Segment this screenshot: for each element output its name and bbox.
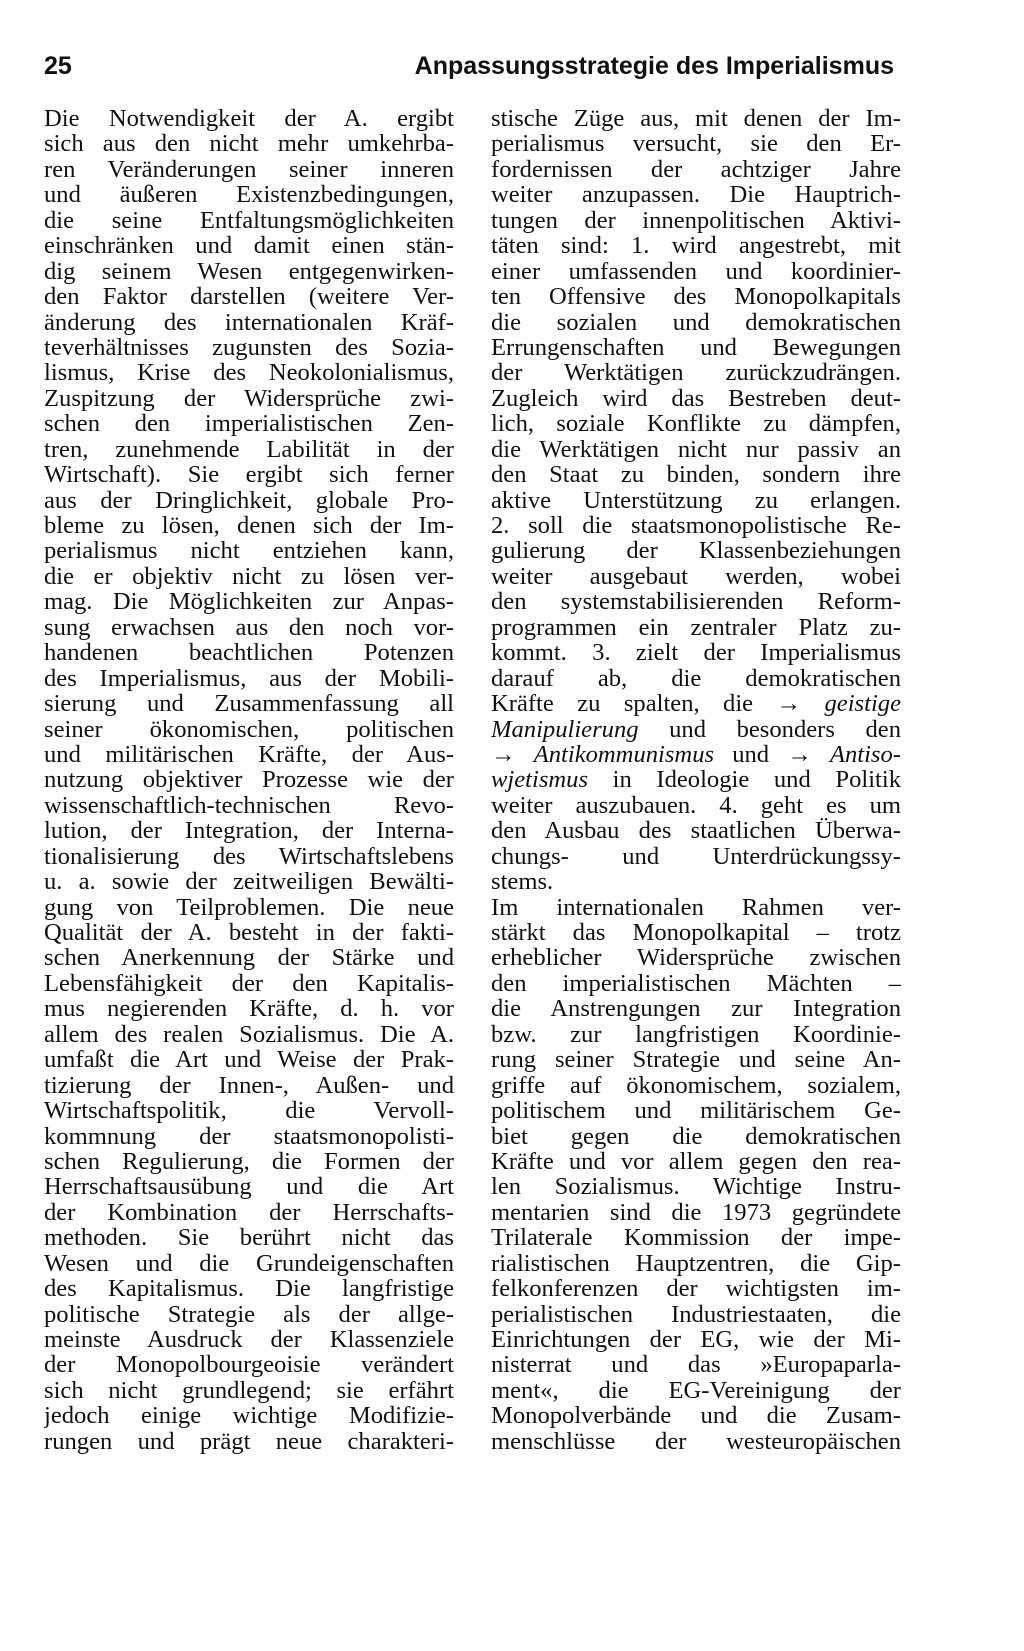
text-line: Einrichtungen der EG, wie der Mi- xyxy=(491,1327,901,1353)
text-line: den Staat zu binden, sondern ihre xyxy=(491,462,901,488)
text-line: sich nicht grundlegend; sie erfährt xyxy=(44,1377,454,1404)
text-line: den imperialistischen Mächten – xyxy=(491,970,901,997)
page-header xyxy=(44,52,894,92)
text-line: lution, der Integration, der Interna- xyxy=(44,818,454,844)
text-line: tionalisierung des Wirtschaftslebens xyxy=(44,843,454,870)
text-line: tizierung der Innen-, Außen- und xyxy=(44,1072,454,1099)
text-line: Wirtschaftspolitik, die Vervoll- xyxy=(44,1098,454,1124)
text-line: dig seinem Wesen entgegenwirken- xyxy=(44,258,454,285)
right-text-column xyxy=(491,106,901,1454)
text-line: → Antikommunismus und → Antiso- xyxy=(491,741,901,768)
text-line: handenen beachtlichen Potenzen xyxy=(44,640,454,666)
text-line: mus negierenden Kräfte, d. h. vor xyxy=(44,996,454,1022)
text-line: gung von Teilproblemen. Die neue xyxy=(44,894,454,920)
text-line: weiter anzupassen. Die Hauptrich- xyxy=(491,182,901,208)
text-line: und äußeren Existenzbedingungen, xyxy=(44,182,454,208)
text-line: lich, soziale Konflikte zu dämpfen, xyxy=(491,411,901,437)
text-line: bzw. zur langfristigen Koordinie- xyxy=(491,1021,901,1048)
text-line: schen den imperialistischen Zen- xyxy=(44,411,454,437)
text-line: mag. Die Möglichkeiten zur Anpas- xyxy=(44,589,454,615)
text-line: Kräfte zu spalten, die → geistige xyxy=(491,691,901,717)
text-line: den systemstabilisierenden Reform- xyxy=(491,589,901,615)
text-line: chungs- und Unterdrückungssy- xyxy=(491,843,901,870)
text-line: methoden. Sie berührt nicht das xyxy=(44,1225,454,1251)
text-line: politischem und militärischem Ge- xyxy=(491,1098,901,1124)
text-line: Herrschaftsausübung und die Art xyxy=(44,1174,454,1200)
text-line: des Kapitalismus. Die langfristige xyxy=(44,1276,454,1302)
text-line: sung erwachsen aus den noch vor- xyxy=(44,614,454,641)
text-line: perialismus nicht entziehen kann, xyxy=(44,538,454,564)
text-line: Wirtschaft). Sie ergibt sich ferner xyxy=(44,462,454,488)
text-line: menschlüsse der westeuropäischen xyxy=(491,1428,901,1455)
text-line: schen Anerkennung der Stärke und xyxy=(44,945,454,971)
text-line: die sozialen und demokratischen xyxy=(491,309,901,335)
text-line: seiner ökonomischen, politischen xyxy=(44,716,454,742)
left-text-column xyxy=(44,106,454,1454)
text-line: erheblicher Widersprüche zwischen xyxy=(491,945,901,971)
text-line: der Kombination der Herrschafts- xyxy=(44,1199,454,1226)
text-line: Zuspitzung der Widersprüche zwi- xyxy=(44,385,454,412)
text-line: 2. soll die staatsmonopolistische Re- xyxy=(491,513,901,539)
text-line: nisterrat und das »Europaparla- xyxy=(491,1352,901,1378)
text-line: Trilaterale Kommission der impe- xyxy=(491,1225,901,1251)
text-line: lismus, Krise des Neokolonialismus, xyxy=(44,360,454,386)
text-line: wjetismus in Ideologie und Politik xyxy=(491,767,901,793)
text-line: ren Veränderungen seiner inneren xyxy=(44,156,454,183)
text-line: tungen der innenpolitischen Aktivi- xyxy=(491,207,901,234)
text-line: felkonferenzen der wichtigsten im- xyxy=(491,1276,901,1302)
text-line: einschränken und damit einen stän- xyxy=(44,233,454,259)
text-line: programmen ein zentraler Platz zu- xyxy=(491,614,901,641)
text-line: Die Notwendigkeit der A. ergibt xyxy=(44,106,454,132)
text-line: die Werktätigen nicht nur passiv an xyxy=(491,436,901,463)
text-line: rialistischen Hauptzentren, die Gip- xyxy=(491,1250,901,1277)
text-line: und militärischen Kräfte, der Aus- xyxy=(44,741,454,768)
text-line: den Ausbau des staatlichen Überwa- xyxy=(491,818,901,844)
text-line: die seine Entfaltungsmöglichkeiten xyxy=(44,207,454,234)
text-line: wissenschaftlich-technischen Revo- xyxy=(44,792,454,819)
text-line: des Imperialismus, aus der Mobili- xyxy=(44,665,454,692)
text-line: u. a. sowie der zeitweiligen Bewälti- xyxy=(44,869,454,895)
text-line: gulierung der Klassenbeziehungen xyxy=(491,538,901,564)
page-number: 25 xyxy=(44,52,72,80)
text-line: politische Strategie als der allge- xyxy=(44,1301,454,1327)
text-line: änderung des internationalen Kräf- xyxy=(44,309,454,335)
text-line: biet gegen die demokratischen xyxy=(491,1123,901,1149)
text-line: umfaßt die Art und Weise der Prak- xyxy=(44,1047,454,1073)
text-line: jedoch einige wichtige Modifizie- xyxy=(44,1403,454,1429)
running-title: Anpassungsstrategie des Imperialismus xyxy=(414,52,894,80)
text-line: den Faktor darstellen (weitere Ver- xyxy=(44,284,454,310)
text-line: fordernissen der achtziger Jahre xyxy=(491,156,901,183)
text-line: tren, zunehmende Labilität in der xyxy=(44,436,454,463)
text-line: stärkt das Monopolkapital – trotz xyxy=(491,920,901,946)
text-line: rung seiner Strategie und seine An- xyxy=(491,1047,901,1073)
text-line: kommt. 3. zielt der Imperialismus xyxy=(491,640,901,666)
text-line: len Sozialismus. Wichtige Instru- xyxy=(491,1174,901,1200)
text-line: aus der Dringlichkeit, globale Pro- xyxy=(44,487,454,513)
text-line: der Werktätigen zurückzudrängen. xyxy=(491,360,901,386)
text-line: stems. xyxy=(491,868,554,896)
text-line: weiter ausgebaut werden, wobei xyxy=(491,563,901,590)
text-line: weiter auszubauen. 4. geht es um xyxy=(491,792,901,819)
text-line: Lebensfähigkeit der den Kapitalis- xyxy=(44,970,454,997)
text-line: allem des realen Sozialismus. Die A. xyxy=(44,1021,454,1048)
text-line: Kräfte und vor allem gegen den rea- xyxy=(491,1148,901,1175)
text-line: mentarien sind die 1973 gegründete xyxy=(491,1199,901,1226)
text-line: stische Züge aus, mit denen der Im- xyxy=(491,106,901,132)
text-line: Qualität der A. besteht in der fakti- xyxy=(44,920,454,946)
text-line: darauf ab, die demokratischen xyxy=(491,665,901,692)
text-line: perialistischen Industriestaaten, die xyxy=(491,1301,901,1327)
text-line: die Anstrengungen zur Integration xyxy=(491,996,901,1022)
text-line: Wesen und die Grundeigenschaften xyxy=(44,1250,454,1277)
text-line: sich aus den nicht mehr umkehrba- xyxy=(44,131,454,157)
text-line: die er objektiv nicht zu lösen ver- xyxy=(44,563,454,590)
text-line: meinste Ausdruck der Klassenziele xyxy=(44,1327,454,1353)
text-line: schen Regulierung, die Formen der xyxy=(44,1148,454,1175)
text-line: Manipulierung und besonders den xyxy=(491,716,901,742)
text-line: nutzung objektiver Prozesse wie der xyxy=(44,767,454,793)
text-line: kommnung der staatsmonopolisti- xyxy=(44,1123,454,1149)
text-line: aktive Unterstützung zu erlangen. xyxy=(491,487,901,513)
text-line: ten Offensive des Monopolkapitals xyxy=(491,284,901,310)
text-line: täten sind: 1. wird angestrebt, mit xyxy=(491,233,901,259)
text-line: Zugleich wird das Bestreben deut- xyxy=(491,385,901,412)
text-line: Im internationalen Rahmen ver- xyxy=(491,894,901,920)
text-line: Errungenschaften und Bewegungen xyxy=(491,334,901,361)
text-line: bleme zu lösen, denen sich der Im- xyxy=(44,513,454,539)
text-line: perialismus versucht, sie den Er- xyxy=(491,131,901,157)
text-line: der Monopolbourgeoisie verändert xyxy=(44,1352,454,1378)
text-line: sierung und Zusammenfassung all xyxy=(44,691,454,717)
text-line: Monopolverbände und die Zusam- xyxy=(491,1403,901,1429)
text-line: rungen und prägt neue charakteri- xyxy=(44,1428,454,1455)
text-line: teverhältnisses zugunsten des Sozia- xyxy=(44,334,454,361)
text-line: einer umfassenden und koordinier- xyxy=(491,258,901,285)
text-line: ment«, die EG-Vereinigung der xyxy=(491,1377,901,1404)
text-line: griffe auf ökonomischem, sozialem, xyxy=(491,1072,901,1099)
